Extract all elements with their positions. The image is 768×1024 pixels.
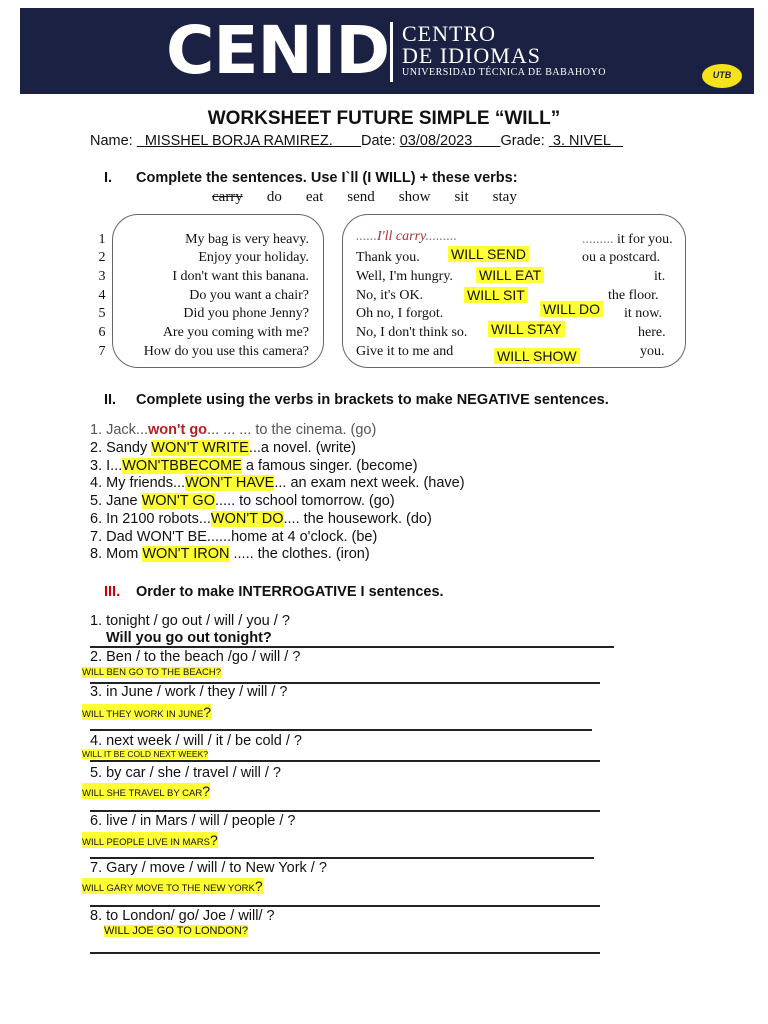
prompt-text: How do you use this camera?	[143, 344, 309, 359]
reply-text: No, I don't think so.	[356, 325, 468, 340]
prompt-text: Enjoy your holiday.	[198, 250, 309, 265]
question-answer: WILL BEN GO TO THE BEACH?	[82, 667, 222, 678]
negative-item: 5. Jane WON'T GO..... to school tomorrow. (go)	[90, 493, 395, 509]
row-number: 6	[98, 325, 106, 340]
verb: send	[347, 189, 375, 205]
question-prompt: 3. in June / work / they / will / ?	[90, 684, 288, 700]
negative-item: 8. Mom WON'T IRON ..... the clothes. (iron)	[90, 546, 370, 562]
answer-line	[90, 810, 600, 812]
question-prompt: 8. to London/ go/ Joe / will/ ?	[90, 908, 275, 924]
section-3-numeral: III.	[104, 584, 121, 600]
row-number: 7	[98, 344, 106, 359]
verb: stay	[492, 189, 517, 205]
grade-label: Grade:	[500, 133, 545, 149]
reply-tail: you.	[640, 344, 665, 359]
row-number: 2	[98, 250, 106, 265]
question-prompt: 4. next week / will / it / be cold / ?	[90, 733, 302, 749]
answer-highlight: WILL SEND	[448, 246, 529, 262]
logo-line-1: CENTRO	[402, 21, 496, 46]
question-answer: WILL GARY MOVE TO THE NEW YORK?	[82, 878, 263, 894]
cenid-logo: CENID	[166, 12, 390, 89]
grade-value: 3. NIVEL	[552, 133, 611, 149]
question-answer: Will you go out tonight?	[106, 630, 272, 646]
reply-text: Thank you.	[356, 250, 420, 265]
student-info-line	[90, 133, 623, 149]
section-3-instruction: Order to make INTERROGATIVE I sentences.	[136, 584, 444, 600]
section-2-numeral: II.	[104, 392, 117, 408]
section-1-heading	[104, 170, 518, 186]
verb: eat	[305, 189, 324, 205]
date-value: 03/08/2023	[399, 133, 473, 149]
question-prompt: 1. tonight / go out / will / you / ?	[90, 613, 290, 629]
question-answer: WILL PEOPLE LIVE IN MARS?	[82, 832, 218, 848]
question-answer: WILL THEY WORK IN JUNE?	[82, 704, 212, 720]
answer-line	[90, 760, 600, 762]
question-prompt: 7. Gary / move / will / to New York / ?	[90, 860, 327, 876]
name-label: Name:	[90, 133, 133, 149]
reply-text: No, it's OK.	[356, 288, 424, 303]
answer-highlight: WILL EAT	[476, 267, 544, 283]
answer-line	[90, 905, 600, 907]
prompt-text: Did you phone Jenny?	[183, 306, 309, 321]
reply-text: Oh no, I forgot.	[356, 306, 444, 321]
logo-divider	[390, 22, 393, 82]
prompt-text: My bag is very heavy.	[185, 232, 309, 247]
answer-highlight: WILL STAY	[488, 321, 565, 337]
answer-highlight: WILL SIT	[464, 287, 528, 303]
worksheet-title: WORKSHEET FUTURE SIMPLE “WILL”	[207, 108, 561, 129]
section-1-instruction: Complete the sentences. Use I`ll (I WILL) + these verbs:	[136, 170, 518, 186]
answer-line	[90, 729, 592, 731]
prompt-text: I don't want this banana.	[172, 269, 309, 284]
negative-item: 3. I...WON'TBBECOME a famous singer. (become)	[90, 458, 418, 474]
answer-highlight: WILL SHOW	[494, 348, 580, 364]
reply-tail: ou a postcard.	[582, 250, 661, 265]
answer-line	[90, 646, 614, 648]
question-prompt: 5. by car / she / travel / will / ?	[90, 765, 281, 781]
example-tail: ......... it for you.	[582, 232, 673, 247]
answer-line	[90, 952, 600, 954]
verb: show	[398, 189, 431, 205]
section-3-heading	[104, 584, 444, 600]
logo-line-2: DE IDIOMAS	[402, 43, 541, 68]
verb-list	[212, 189, 541, 206]
date-label: Date:	[361, 133, 396, 149]
answer-highlight: WILL DO	[540, 301, 603, 317]
name-value: MISSHEL BORJA RAMIREZ.	[144, 133, 333, 149]
verb: do	[266, 189, 282, 205]
section-1-numeral: I.	[104, 170, 113, 186]
answer-line	[90, 857, 594, 859]
section-2-instruction: Complete using the verbs in brackets to make NEGATIVE sentences.	[136, 392, 609, 408]
reply-tail: here.	[638, 325, 666, 340]
row-number: 3	[98, 269, 106, 284]
negative-item: 6. In 2100 robots...WON'T DO.... the housework. (do)	[90, 511, 432, 527]
question-answer: WILL SHE TRAVEL BY CAR?	[82, 783, 210, 799]
verb: sit	[454, 189, 469, 205]
negative-item: 4. My friends...WON'T HAVE... an exam next week. (have)	[90, 475, 465, 491]
negative-item: 2. Sandy WON'T WRITE...a novel. (write)	[90, 440, 356, 456]
reply-text: Give it to me and	[356, 344, 454, 359]
section-2-heading	[104, 392, 609, 408]
row-number: 1	[98, 232, 106, 247]
reply-text: Well, I'm hungry.	[356, 269, 453, 284]
question-prompt: 6. live / in Mars / will / people / ?	[90, 813, 296, 829]
question-answer: WILL IT BE COLD NEXT WEEK?	[82, 749, 208, 759]
prompt-text: Are you coming with me?	[162, 325, 309, 340]
prompt-text: Do you want a chair?	[189, 288, 309, 303]
badge-text: UTB	[712, 70, 732, 80]
question-prompt: 2. Ben / to the beach /go / will / ?	[90, 649, 301, 665]
row-number: 5	[98, 306, 106, 321]
reply-tail: it now.	[624, 306, 662, 321]
question-answer: WILL JOE GO TO LONDON?	[104, 925, 249, 937]
negative-item: 1. Jack...won't go... ... ... to the cinema. (go)	[90, 422, 377, 438]
reply-tail: the floor.	[608, 288, 659, 303]
example-answer: ......I'll carry.........	[356, 229, 457, 244]
reply-tail: it.	[654, 269, 666, 284]
verb: carry	[212, 189, 243, 205]
logo-line-3: UNIVERSIDAD TÉCNICA DE BABAHOYO	[402, 67, 606, 78]
row-number: 4	[98, 288, 106, 303]
utb-badge-logo	[702, 64, 742, 88]
negative-item: 7. Dad WON'T BE......home at 4 o'clock. (be)	[90, 529, 378, 545]
